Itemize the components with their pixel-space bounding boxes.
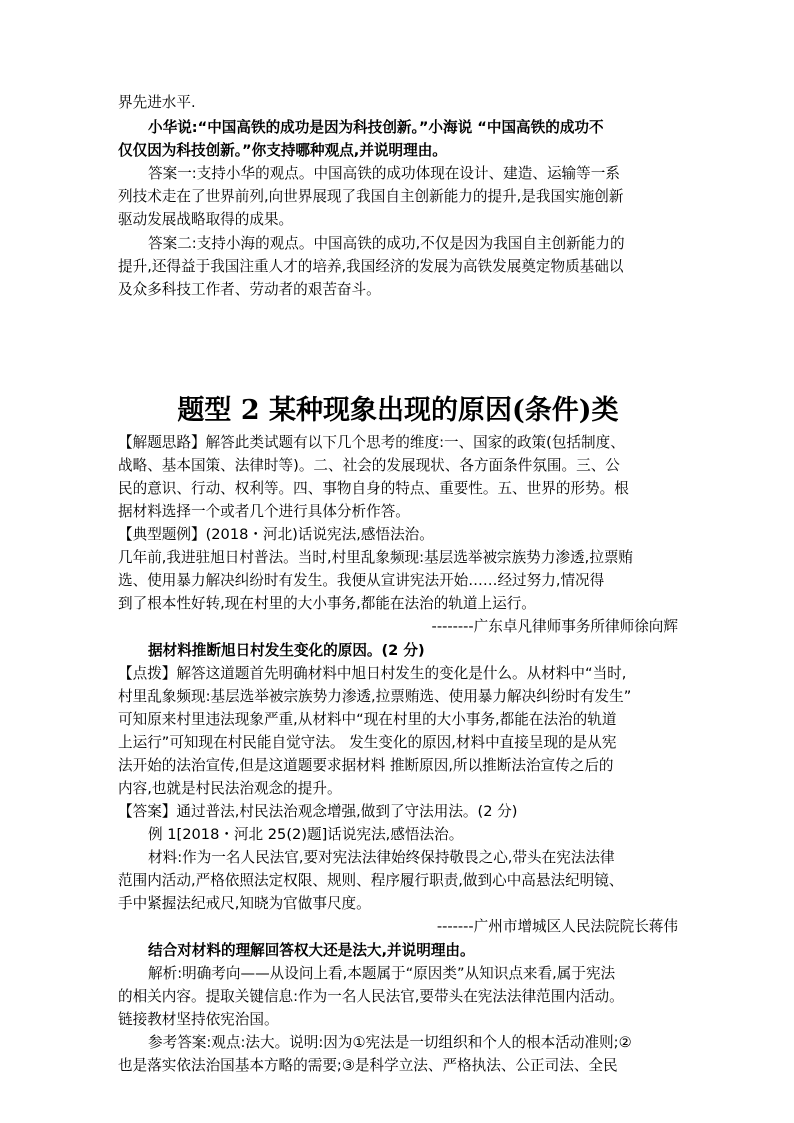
- text-line: 法开始的法治宣传,但是这道题要求据材料 推断原因,所以推断法治宣传之后的: [118, 757, 614, 774]
- text-line: 界先进水平.: [118, 94, 196, 111]
- text-line: 【点拨】解答这道题首先明确材料中旭日村发生的变化是什么。从材料中“当时,: [118, 665, 627, 682]
- text-line: 【解题思路】解答此类试题有以下几个思考的维度:一、国家的政策(包括制度、: [118, 434, 625, 451]
- answer-line: 【答案】通过普法,村民法治观念增强,做到了守法用法。(2 分): [118, 803, 518, 820]
- text-line: 据材料选择一个或者几个进行具体分析作答。: [118, 503, 410, 520]
- question-line: 小华说:“中国高铁的成功是因为科技创新。”小海说 “中国高铁的成功不: [148, 119, 604, 136]
- text-line: 链接教材坚持依宪治国。: [118, 1011, 279, 1028]
- answer-line: 驱动发展战略取得的成果。: [118, 211, 294, 228]
- answer-line: 也是落实依法治国基本方略的需要;③是科学立法、严格执法、公正司法、全民: [118, 1057, 618, 1074]
- attribution: -------广州市增城区人民法院院长蒋伟: [436, 918, 678, 935]
- text-line: 上运行”可知现在村民能自觉守法。 发生变化的原因,材料中直接呈现的是从宪: [118, 734, 617, 751]
- attribution: --------广东卓凡律师事务所律师徐向辉: [431, 618, 678, 635]
- text-line: 手中紧握法纪戒尺,知晓为官做事尺度。: [118, 895, 371, 912]
- text-line: 范围内活动,严格依照法定权限、规则、程序履行职责,做到心中高悬法纪明镜、: [118, 872, 624, 889]
- text-line: 选、使用暴力解决纠纷时有发生。我便从宣讲宪法开始……经过努力,情况得: [118, 572, 605, 589]
- answer-line: 参考答案:观点:法大。说明:因为①宪法是一切组织和个人的根本活动准则;②: [148, 1034, 632, 1051]
- text-line: 例 1[2018・河北 25(2)题]话说宪法,感悟法治。: [148, 826, 464, 843]
- text-line: 民的意识、行动、权利等。四、事物自身的特点、重要性。五、世界的形势。根: [118, 480, 629, 497]
- question-line: 据材料推断旭日村发生变化的原因。(2 分): [148, 642, 425, 659]
- text-line: 材料:作为一名人民法官,要对宪法法律始终保持敬畏之心,带头在宪法法律: [148, 849, 615, 866]
- answer-line: 及众多科技工作者、劳动者的艰苦奋斗。: [118, 281, 381, 298]
- text-line: 解析:明确考向——从设问上看,本题属于“原因类”从知识点来看,属于宪法: [148, 965, 616, 982]
- text-line: 到了根本性好转,现在村里的大小事务,都能在法治的轨道上运行。: [118, 595, 536, 612]
- text-line: 【典型题例】(2018・河北)话说宪法,感悟法治。: [118, 526, 434, 543]
- text-line: 内容,也就是村民法治观念的提升。: [118, 780, 342, 797]
- answer-line: 答案二:支持小海的观点。中国高铁的成功,不仅是因为我国自主创新能力的: [148, 235, 625, 252]
- text-line: 村里乱象频现:基层选举被宗族势力渗透,拉票贿选、使用暴力解决纠纷时有发生”: [118, 688, 632, 705]
- section-title: 题型 2 某种现象出现的原因(条件)类: [177, 395, 619, 426]
- answer-line: 列技术走在了世界前列,向世界展现了我国自主创新能力的提升,是我国实施创新: [118, 188, 624, 205]
- text-line: 战略、基本国策、法律时等)。二、社会的发展现状、各方面条件氛围。三、公: [118, 457, 620, 474]
- text-line: 可知原来村里违法现象严重,从材料中“现在村里的大小事务,都能在法治的轨道: [118, 711, 617, 728]
- answer-line: 提升,还得益于我国注重人才的培养,我国经济的发展为高铁发展奠定物质基础以: [118, 258, 624, 275]
- text-line: 几年前,我进驻旭日村普法。当时,村里乱象频现:基层选举被宗族势力渗透,拉票贿: [118, 549, 634, 566]
- text-line: 的相关内容。提取关键信息:作为一名人民法官,要带头在宪法法律范围内活动。: [118, 988, 624, 1005]
- question-line: 仅仅因为科技创新。”你支持哪种观点,并说明理由。: [118, 142, 447, 159]
- question-line: 结合对材料的理解回答权大还是法大,并说明理由。: [148, 942, 475, 959]
- answer-line: 答案一:支持小华的观点。中国高铁的成功体现在设计、建造、运输等一系: [148, 165, 620, 182]
